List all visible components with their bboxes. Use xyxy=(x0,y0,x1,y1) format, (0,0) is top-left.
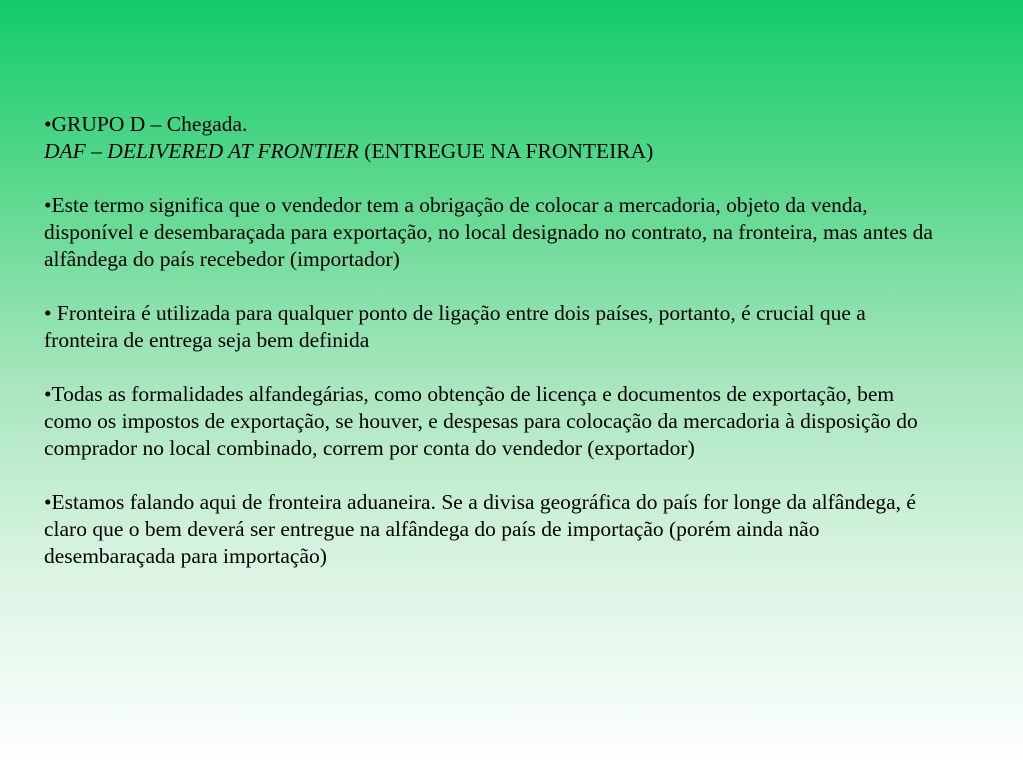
slide-heading xyxy=(44,111,944,165)
slide-content xyxy=(44,111,944,570)
bullet-paragraph-2: • Fronteira é utilizada para qualquer ponto de ligação entre dois países, portanto, é crucial que a fronteira de entrega seja bem definida xyxy=(44,301,866,352)
bullet-paragraph-1: •Este termo significa que o vendedor tem a obrigação de colocar a mercadoria, objeto da venda, disponível e desembaraçada para exportação, no local designado no contrato, na fronteira, mas antes da alfândega do país recebedor (importador) xyxy=(44,193,933,271)
heading-line-2 xyxy=(44,138,944,165)
bullet-paragraph-4: •Estamos falando aqui de fronteira aduaneira. Se a divisa geográfica do país for longe da alfândega, é claro que o bem deverá ser entregue na alfândega do país de importação (porém ainda não desembaraçada para importação) xyxy=(44,490,916,568)
heading-line-1: •GRUPO D – Chegada. xyxy=(44,112,248,136)
heading-term: DAF – DELIVERED AT FRONTIER xyxy=(44,139,359,163)
heading-translation: (ENTREGUE NA FRONTEIRA) xyxy=(358,139,654,163)
bullet-paragraph-3: •Todas as formalidades alfandegárias, como obtenção de licença e documentos de exportação, bem como os impostos de exportação, se houver, e despesas para colocação da mercadoria à disposição do comprador no local combinado, correm por conta do vendedor (exportador) xyxy=(44,382,918,460)
